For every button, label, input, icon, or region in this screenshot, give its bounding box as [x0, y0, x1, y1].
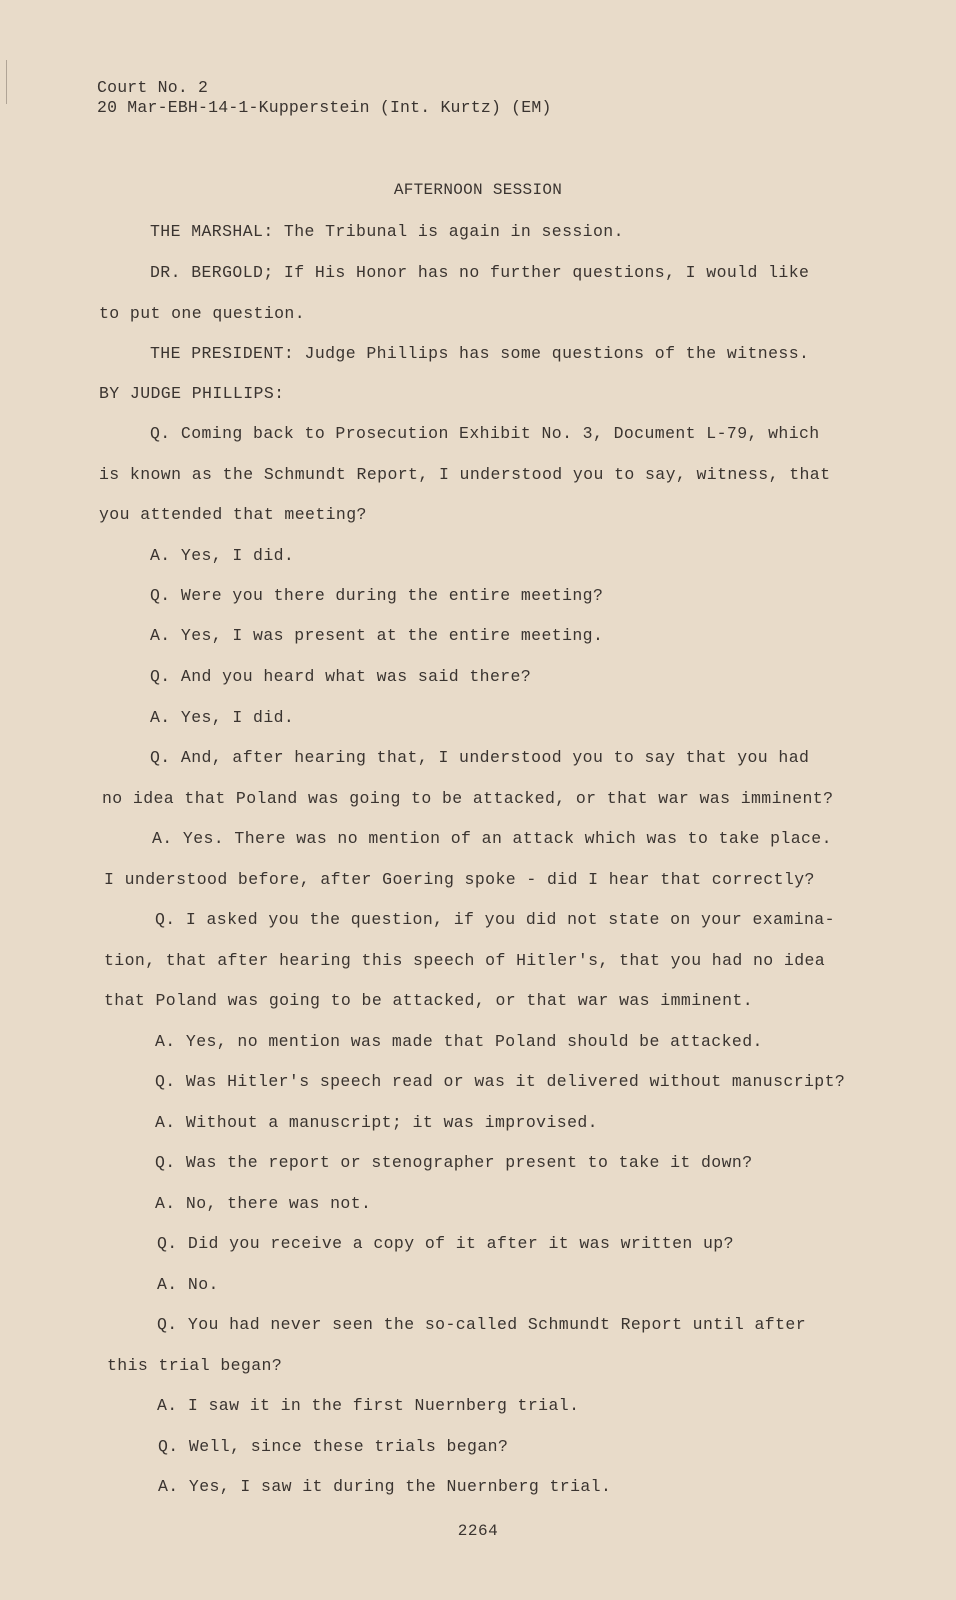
transcript-line: no idea that Poland was going to be attacked, or that war was imminent? — [102, 789, 834, 808]
transcript-line: Q. And, after hearing that, I understood you to say that you had — [150, 748, 810, 767]
transcript-line: Q. Was Hitler's speech read or was it delivered without manuscript? — [155, 1072, 846, 1091]
transcript-line: is known as the Schmundt Report, I understood you to say, witness, that — [99, 465, 831, 484]
transcript-line: this trial began? — [107, 1356, 283, 1375]
transcript-line: A. Yes, I was present at the entire meeting. — [150, 626, 604, 645]
transcript-line: A. No. — [157, 1275, 219, 1294]
transcript-line: DR. BERGOLD; If His Honor has no further questions, I would like — [150, 263, 810, 282]
transcript-line: I understood before, after Goering spoke - did I hear that correctly? — [104, 870, 815, 889]
document-reference: 20 Mar-EBH-14-1-Kupperstein (Int. Kurtz) (EM) — [97, 98, 552, 117]
transcript-line: you attended that meeting? — [99, 505, 367, 524]
transcript-line: A. No, there was not. — [155, 1194, 372, 1213]
transcript-line: Q. Was the report or stenographer present to take it down? — [155, 1153, 753, 1172]
transcript-line: tion, that after hearing this speech of Hitler's, that you had no idea — [104, 951, 826, 970]
transcript-line: Q. Well, since these trials began? — [158, 1437, 509, 1456]
transcript-line: A. I saw it in the first Nuernberg trial. — [157, 1396, 580, 1415]
transcript-line: A. Yes, no mention was made that Poland should be attacked. — [155, 1032, 763, 1051]
transcript-line: Q. I asked you the question, if you did not state on your examina- — [155, 910, 835, 929]
transcript-line: Q. And you heard what was said there? — [150, 667, 532, 686]
transcript-line: THE MARSHAL: The Tribunal is again in session. — [150, 222, 624, 241]
margin-mark — [6, 60, 7, 104]
transcript-line: THE PRESIDENT: Judge Phillips has some questions of the witness. — [150, 344, 810, 363]
transcript-line: A. Yes, I did. — [150, 546, 295, 565]
session-title: AFTERNOON SESSION — [393, 181, 563, 199]
transcript-line: A. Yes, I did. — [150, 708, 295, 727]
transcript-line: to put one question. — [99, 304, 306, 323]
transcript-line: Q. Were you there during the entire meeting? — [150, 586, 604, 605]
transcript-line: BY JUDGE PHILLIPS: — [99, 384, 285, 403]
transcript-line: Q. You had never seen the so-called Schmundt Report until after — [157, 1315, 807, 1334]
page-number: 2264 — [457, 1522, 499, 1540]
transcript-line: Q. Coming back to Prosecution Exhibit No. 3, Document L-79, which — [150, 424, 820, 443]
transcript-line: that Poland was going to be attacked, or that war was imminent. — [104, 991, 754, 1010]
transcript-line: Q. Did you receive a copy of it after it was written up? — [157, 1234, 734, 1253]
transcript-line: A. Yes, I saw it during the Nuernberg trial. — [158, 1477, 612, 1496]
transcript-line: A. Yes. There was no mention of an attack which was to take place. — [152, 829, 832, 848]
court-number: Court No. 2 — [97, 78, 209, 97]
document-header — [97, 78, 552, 118]
transcript-line: A. Without a manuscript; it was improvised. — [155, 1113, 598, 1132]
